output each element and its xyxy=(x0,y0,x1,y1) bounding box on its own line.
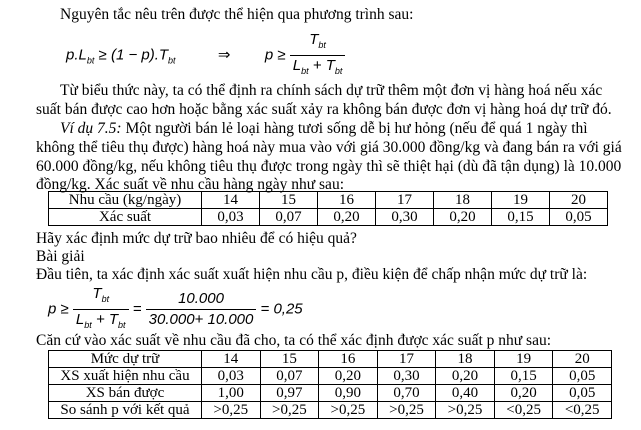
table2-cell: 0,40 xyxy=(436,385,495,402)
eq2-num-sub: bt xyxy=(101,294,110,304)
paragraph-intro: Nguyên tắc nêu trên được thể hiện qua phương trình sau: xyxy=(60,6,414,23)
eq1-num: T xyxy=(309,31,319,48)
table-row xyxy=(49,402,612,419)
table1-row-label: Xác suất xyxy=(49,209,202,226)
example-line-4: đồng/kg. Xác suất về nhu cầu hàng ngày như sau: xyxy=(36,176,344,193)
table2-cell: 0,20 xyxy=(319,368,378,385)
table2-cell: 1,00 xyxy=(202,385,261,402)
table-row xyxy=(49,192,608,209)
eq1-num-sub: bt xyxy=(318,40,326,50)
table1-prob-cell: 0,30 xyxy=(376,209,434,226)
eq1-den1: L xyxy=(292,57,302,74)
table1-prob-cell: 0,05 xyxy=(550,209,608,226)
table1-prob-cell: 0,20 xyxy=(434,209,492,226)
table1-demand-cell: 17 xyxy=(376,192,434,209)
table2-cell: >0,25 xyxy=(377,402,436,419)
table1-demand-cell: 20 xyxy=(550,192,608,209)
equation-2 xyxy=(48,284,303,330)
table2-level-cell: 15 xyxy=(260,351,319,368)
eq1-mid: ≥ (1 − p).T xyxy=(94,46,169,64)
table2-level-cell: 20 xyxy=(553,351,612,368)
table2-row-label: So sánh p với kết quả xyxy=(49,402,202,419)
table2-level-cell: 18 xyxy=(436,351,495,368)
solution-heading: Bài giải xyxy=(36,248,85,265)
eq2-num2: 10.000 xyxy=(178,290,224,307)
example-label: Ví dụ 7.5: xyxy=(60,120,122,137)
eq1-p: p ≥ xyxy=(264,46,286,64)
table2-cell: 0,03 xyxy=(202,368,261,385)
question: Hãy xác định mức dự trữ bao nhiêu để có hiệu quả? xyxy=(36,230,357,247)
table1-header: Nhu cầu (kg/ngày) xyxy=(49,192,202,209)
table2-cell: >0,25 xyxy=(319,402,378,419)
stock-level-table xyxy=(48,350,612,419)
table2-cell: <0,25 xyxy=(553,402,612,419)
eq1-den1-sub: bt xyxy=(301,66,309,76)
paragraph-2-line-2: suất bán được cao hơn hoặc bằng xác suất xảy ra không bán được đơn vị hàng hoá dự trữ đó. xyxy=(36,101,612,118)
table1-demand-cell: 19 xyxy=(492,192,550,209)
eq2-fraction-symbolic xyxy=(73,284,129,335)
table-row xyxy=(49,368,612,385)
table1-prob-cell: 0,07 xyxy=(260,209,318,226)
solution-line-2: Căn cứ vào xác suất về nhu cầu đã cho, ta có thể xác định được xác suất p như sau: xyxy=(36,332,552,349)
example-line-2: không thể tiêu thụ được) hàng hoá này mua vào với giá 30.000 đồng/kg và đang bán ra với giá xyxy=(36,139,622,156)
table2-header: Mức dự trữ xyxy=(49,351,202,368)
table2-row-label: XS bán được xyxy=(49,385,202,402)
table1-prob-cell: 0,20 xyxy=(318,209,376,226)
table2-cell: 0,90 xyxy=(319,385,378,402)
eq1-fraction xyxy=(290,30,346,81)
eq2-p: p ≥ xyxy=(48,300,69,318)
eq2-den1-sub: bt xyxy=(84,320,92,330)
implies-arrow: ⇒ xyxy=(217,46,231,64)
solution-line-1: Đầu tiên, ta xác định xác suất xuất hiện nhu cầu p, điều kiện để chấp nhận mức dự trữ là: xyxy=(36,266,588,283)
demand-probability-table xyxy=(48,191,608,226)
table2-cell: 0,05 xyxy=(553,368,612,385)
table2-cell: 0,20 xyxy=(494,385,553,402)
table2-level-cell: 17 xyxy=(377,351,436,368)
table2-cell: 0,97 xyxy=(260,385,319,402)
table2-cell: 0,70 xyxy=(377,385,436,402)
eq2-den2-sub: bt xyxy=(118,320,126,330)
table1-demand-cell: 16 xyxy=(318,192,376,209)
equation-1 xyxy=(66,30,345,76)
eq1-left-sub: bt xyxy=(86,55,95,66)
table2-cell: 0,07 xyxy=(260,368,319,385)
example-line-1 xyxy=(60,120,588,138)
table-row xyxy=(49,385,612,402)
table1-prob-cell: 0,03 xyxy=(202,209,260,226)
table2-cell: <0,25 xyxy=(494,402,553,419)
table2-cell: >0,25 xyxy=(436,402,495,419)
table1-demand-cell: 14 xyxy=(202,192,260,209)
example-text-1: Một người bán lẻ loại hàng tươi sống dễ bị hư hỏng (nếu để quá 1 ngày thì xyxy=(121,120,588,137)
table2-level-cell: 16 xyxy=(319,351,378,368)
eq2-fraction-numeric xyxy=(146,289,257,330)
eq1-den-plus: + T xyxy=(308,57,335,74)
table2-cell: 0,20 xyxy=(436,368,495,385)
table1-demand-cell: 18 xyxy=(434,192,492,209)
eq1-den2-sub: bt xyxy=(334,66,343,76)
example-line-3: 60.000 đồng/kg, nếu không tiêu thụ được trong ngày thì sẽ thiệt hại (dù đã tận dụng) là 10.000 xyxy=(36,158,622,175)
table2-level-cell: 14 xyxy=(202,351,261,368)
table2-level-cell: 19 xyxy=(494,351,553,368)
eq2-den-plus: + T xyxy=(91,311,119,328)
table-row xyxy=(49,209,608,226)
table2-cell: >0,25 xyxy=(202,402,261,419)
table1-prob-cell: 0,15 xyxy=(492,209,550,226)
eq2-equals: = xyxy=(132,300,142,318)
table2-row-label: XS xuất hiện nhu cầu xyxy=(49,368,202,385)
eq2-result: = 0,25 xyxy=(260,300,303,318)
eq1-left: p.L xyxy=(66,46,87,64)
table1-demand-cell: 15 xyxy=(260,192,318,209)
table2-cell: 0,05 xyxy=(553,385,612,402)
eq2-den2: 30.000+ 10.000 xyxy=(146,309,257,330)
eq2-num: T xyxy=(92,285,102,302)
table-row xyxy=(49,351,612,368)
table2-cell: 0,15 xyxy=(494,368,553,385)
paragraph-2-line-1: Từ biểu thức này, ta có thể định ra chính sách dự trữ thêm một đơn vị hàng hoá nếu xác xyxy=(60,82,603,99)
eq1-mid-sub: bt xyxy=(168,55,176,66)
table2-cell: 0,30 xyxy=(377,368,436,385)
table2-cell: >0,25 xyxy=(260,402,319,419)
eq2-den1: L xyxy=(75,311,85,328)
